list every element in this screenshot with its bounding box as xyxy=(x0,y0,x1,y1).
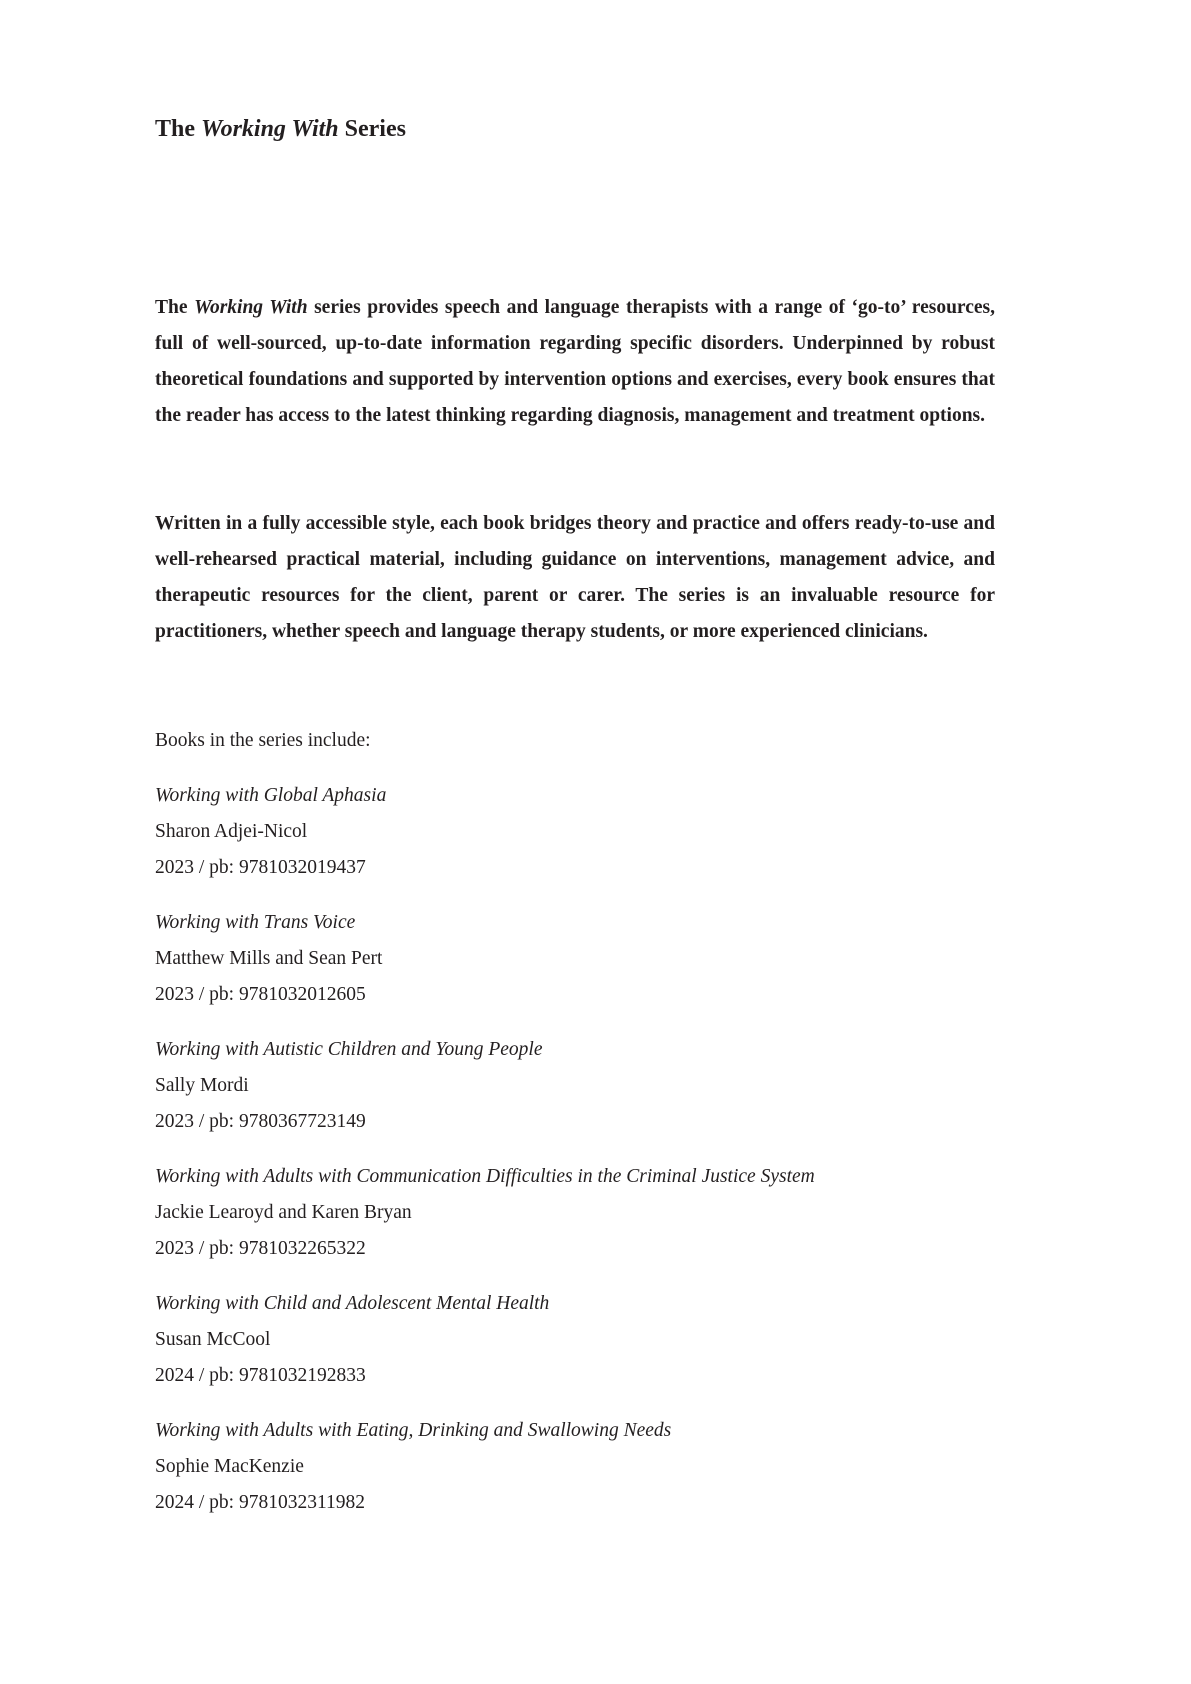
book-details: 2023 / pb: 9780367723149 xyxy=(155,1111,366,1132)
book-author: Jackie Learoyd and Karen Bryan xyxy=(155,1202,412,1223)
book-details: 2024 / pb: 9781032311982 xyxy=(155,1492,365,1513)
book-title: Working with Trans Voice xyxy=(155,912,356,933)
book-title: Working with Adults with Eating, Drinking and Swallowing Needs xyxy=(155,1420,672,1441)
book-entry xyxy=(155,1032,995,1159)
book-details: 2023 / pb: 9781032019437 xyxy=(155,857,366,878)
book-title: Working with Child and Adolescent Mental Health xyxy=(155,1293,550,1314)
book-details: 2023 / pb: 9781032012605 xyxy=(155,984,366,1005)
intro-paragraph-1 xyxy=(155,290,995,434)
book-title: Working with Global Aphasia xyxy=(155,785,387,806)
book-author: Matthew Mills and Sean Pert xyxy=(155,948,383,969)
intro-series-name: Working With xyxy=(194,297,308,318)
book-title: Working with Autistic Children and Young People xyxy=(155,1039,543,1060)
book-author: Sally Mordi xyxy=(155,1075,249,1096)
intro-prefix: The xyxy=(155,297,188,318)
book-title: Working with Adults with Communication Difficulties in the Criminal Justice System xyxy=(155,1166,815,1187)
intro-paragraph-2: Written in a fully accessible style, each book bridges theory and practice and offers ready-to-use and well-rehearsed practical material, including guidance on interventions, management advice, and therapeutic resources for the client, parent or carer. The series is an invaluable resource for practitioners, whether speech and language therapy students, or more experienced clinicians. xyxy=(155,513,995,642)
book-author: Susan McCool xyxy=(155,1329,271,1350)
book-list xyxy=(155,778,995,1540)
series-heading xyxy=(155,112,406,146)
book-details: 2024 / pb: 9781032192833 xyxy=(155,1365,366,1386)
book-entry xyxy=(155,1159,995,1286)
heading-italic: Working With xyxy=(201,116,339,142)
books-intro: Books in the series include: xyxy=(155,730,371,751)
book-entry xyxy=(155,905,995,1032)
heading-prefix: The xyxy=(155,116,196,142)
book-author: Sharon Adjei-Nicol xyxy=(155,821,308,842)
book-entry xyxy=(155,1286,995,1413)
book-author: Sophie MacKenzie xyxy=(155,1456,304,1477)
heading-suffix: Series xyxy=(344,116,406,142)
book-entry xyxy=(155,1413,995,1540)
book-entry xyxy=(155,778,995,905)
intro-text: series provides speech and language therapists with a range of ‘go-to’ resources, full of well-sourced, up-to-date information regarding specific disorders. Underpinned by robust theoretical foundations and supported by intervention options and exercises, every book ensures that the reader has access to the latest thinking regarding diagnosis, management and treatment options. xyxy=(155,297,996,426)
book-details: 2023 / pb: 9781032265322 xyxy=(155,1238,366,1259)
